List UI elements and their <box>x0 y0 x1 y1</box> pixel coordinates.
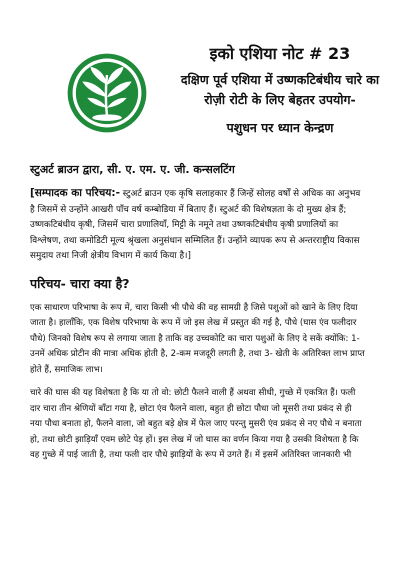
paragraph-gap <box>30 378 366 386</box>
note-title: इको एशिया नोट # 23 <box>209 44 351 63</box>
echo-plant-logo-icon <box>66 52 148 134</box>
main-title-line1: दक्षिण पूर्व एशिया में उष्णकटिबंधीय चारे का <box>180 72 380 87</box>
header <box>30 0 380 162</box>
section-paragraph-1: एक साधारण परिभाषा के रूप में, चारा किसी भी पौधे की वह सामग्री है जिसे पशुओं को खाने के लिए दिया जाता है। हालाँकि, एक विशेष परिभाषा के रूप में जो इस लेख में प्रस्तुत की गई है, पौधे (घास एंव फलीदार पौधे) जिनको विशेष रूप से लगाया जाता है ताकि वह उच्चकोटि का चारा पशुओं के लिए दे सकें क्योंकि: 1- उनमें अधिक प्रोटीन की मात्रा अधिक होती है, 2-कम मजदूरी लगती है, तथा 3- खेती के अतिरिक्त लाभ प्राप्त होते हैं, समाजिक लाभ। <box>30 302 365 375</box>
main-title-line2: रोज़ी रोटी के लिए बेहतर उपयोग- <box>204 92 356 107</box>
editor-note-label: [सम्पादक का परिचय:- <box>30 187 120 199</box>
author-line: स्टुअर्ट ब्राउन द्वारा, सी. ए. एम. ए. जी. कन्सलटिंग <box>30 163 235 176</box>
section-heading: परिचय- चारा क्या है? <box>30 275 130 291</box>
editor-note <box>30 186 366 265</box>
title-block <box>158 44 400 138</box>
sub-title: पशुधन पर ध्यान केन्द्रण <box>226 120 334 135</box>
section-paragraph-2: चारे की घास की यह विशेषता है कि या तो वो: छोटी फैलने वाली हैं अथवा सीधी, गुच्छे में एकत्रित हैं। फली दार चारा तीन श्रेणियों बाँटा गया है, छोटा एंव फैलने वाला, बहुत ही छोटा पौधा जो मूसरी तथा प्रकंद से ही नया पौधा बनाता हो, फैलने वाला, जो बहुत बड़े क्षेत्र में फेल जाए परन्तु मुसरी एंव प्रकंद से नए पौधे न बनाता हो, तथा छोटी झाड़ियाँ एवम छोटे पेड़ हों। इस लेख में जो घास का वर्णन किया गया है उसकी विशेषता है कि वह गुच्छे में पाई जाती है, तथा फली दार पौधे झाड़ियों के रूप में उगते हैं। में इसमें अतिरिक्त जानकारी भी <box>30 388 362 461</box>
editor-note-text: स्टुअर्ट ब्राउन एक कृषि सलाहकार हैं जिन्हें सोलह वर्षों से अधिक का अनुभव है जिसमें से उन्होंने आखरी पाँच वर्ष कम्बोडिया में बिताए हैं। स्टुअर्ट की विशेषज्ञता के दो मुख्य क्षेत्र हैं; उष्णकटिबंधीय कृषी, जिसमें चारा प्रणालियाँ, मिट्टी के नमूने तथा उष्णकटिबंधीय कृषी प्रणालियों का विश्लेषण, तथा कमोडिटी मूल्य श्रृंखला अनुसंधान सम्मिलित हैं। उन्होंने व्यापक रूप से अन्तरराष्ट्रीय विकास समुदाय तथा निजी क्षेत्रीय विभाग में कार्य किया है।] <box>30 189 361 262</box>
